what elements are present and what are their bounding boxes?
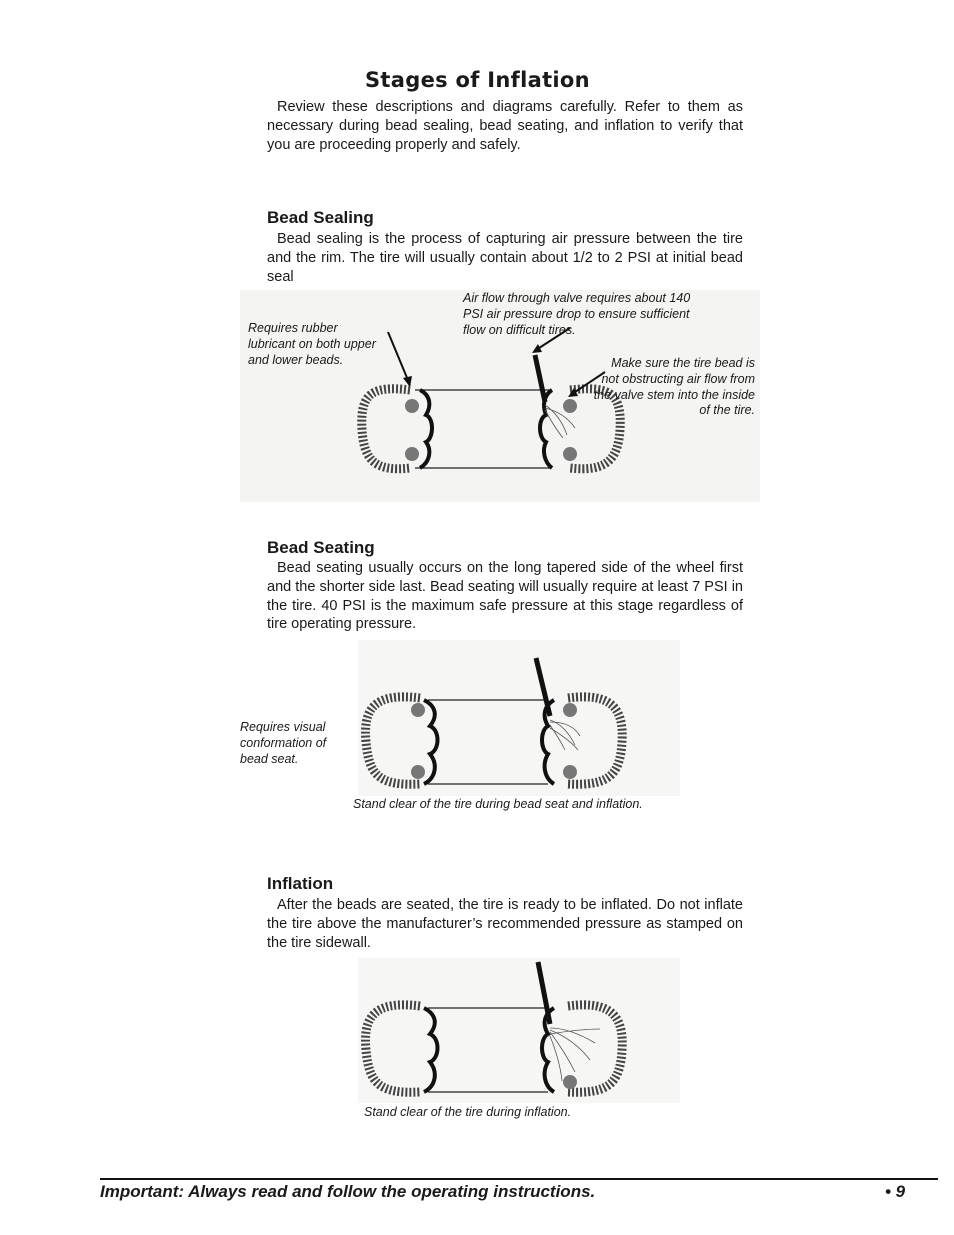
inflation-caption: Stand clear of the tire during inflation. bbox=[364, 1105, 572, 1119]
bead-sealing-paragraph: Bead sealing is the process of capturing air pressure between the tire and the rim. The tire will usually contain about 1/2 to 2 PSI at initial bead seal bbox=[267, 231, 743, 285]
intro-paragraph: Review these descriptions and diagrams carefully. Refer to them as necessary during bead sealing, bead seating, and inflation to verify that you are proceeding properly and safely. bbox=[267, 99, 743, 153]
lubricant-note: Requires rubber lubricant on both upper and lower beads. bbox=[248, 321, 376, 367]
valve-note: Make sure the tire bead is not obstructing air flow from the valve stem into the inside of the tire. bbox=[593, 356, 755, 418]
inflation-diagram bbox=[358, 958, 680, 1103]
bead-seating-heading: Bead Seating bbox=[267, 538, 375, 557]
bead-seating-caption: Stand clear of the tire during bead seat and inflation. bbox=[353, 797, 643, 811]
bead-sealing-heading: Bead Sealing bbox=[267, 208, 374, 227]
page-title: Stages of Inflation bbox=[365, 68, 590, 92]
visual-conformation-note: Requires visual conformation of bead seat. bbox=[240, 720, 327, 766]
bead-seating-diagram bbox=[358, 640, 680, 796]
page-number: • 9 bbox=[885, 1182, 906, 1201]
footer-rule bbox=[100, 1178, 938, 1180]
inflation-heading: Inflation bbox=[267, 874, 334, 893]
inflation-paragraph: After the beads are seated, the tire is ready to be inflated. Do not inflate the tire above the manufacturer’s recommended pressure as stamped on the tire sidewall. bbox=[267, 897, 743, 951]
footer-text: Important: Always read and follow the operating instructions. bbox=[100, 1182, 596, 1201]
bead-seating-paragraph: Bead seating usually occurs on the long tapered side of the wheel first and the shorter side last. Bead seating will usually require at least 7 PSI in the tire. 40 PSI is the maximum safe pressure at this stage regardless of tire operating pressure. bbox=[267, 560, 743, 633]
airflow-note: Air flow through valve requires about 140 PSI air pressure drop to ensure sufficient flow on difficult tires. bbox=[463, 291, 691, 337]
